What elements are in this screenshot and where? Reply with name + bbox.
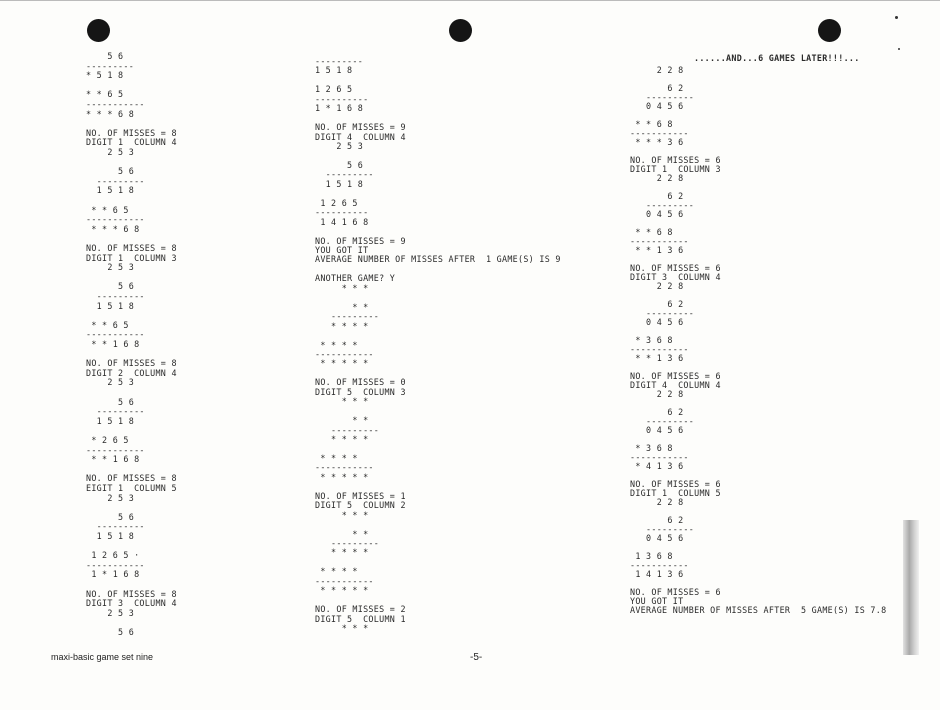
binder-hole-right <box>818 19 841 42</box>
printout-line: --------- <box>86 291 145 301</box>
printout-line: DIGIT 3 COLUMN 4 <box>86 598 177 609</box>
printout-line: 5 6 <box>86 166 135 177</box>
printout-line: * * * * <box>315 566 358 577</box>
printout-line: 5 6 <box>86 396 135 407</box>
printout-line: --------- <box>315 311 380 322</box>
printout-line: NO. OF MISSES = 8 <box>86 358 177 369</box>
printout-line: 1 5 1 8 <box>86 300 135 311</box>
printout-line: 0 4 5 6 <box>630 209 684 219</box>
printout-line: DIGIT 5 COLUMN 3 <box>315 386 406 397</box>
printout-line: * * * <box>315 282 369 293</box>
page-edge-shadow <box>903 520 919 655</box>
printout-line: * * * 6 8 <box>86 223 140 234</box>
printout-line: DIGIT 5 COLUMN 2 <box>315 500 406 511</box>
printout-line: 1 5 1 8 <box>86 415 135 426</box>
printout-line: DIGIT 3 COLUMN 4 <box>630 272 721 282</box>
printout-line: * * * * * <box>315 471 369 482</box>
printout-line: * * * <box>315 396 369 407</box>
printout-line: 2 5 3 <box>86 147 135 157</box>
ink-speck <box>898 48 900 50</box>
page-number: -5- <box>470 652 483 663</box>
printout-line: 2 5 3 <box>86 377 135 388</box>
printout-line: * 4 1 3 6 <box>630 461 684 471</box>
printout-line: * 3 6 8 <box>630 443 673 453</box>
printout-line: ----------- <box>315 575 374 586</box>
printout-line: ----------- <box>630 236 689 246</box>
page-top-edge <box>0 0 940 1</box>
footer-title: maxi-basic game set nine <box>51 652 154 662</box>
printout-line: ----------- <box>630 344 689 354</box>
printout-line: * 2 6 5 <box>86 435 129 445</box>
printout-line: 1 5 1 8 <box>86 531 135 541</box>
printout-line: * * <box>315 301 369 312</box>
printout-line: * 5 1 8 <box>86 70 124 81</box>
printout-line: * * 6 5 <box>86 319 129 330</box>
printout-line: DIGIT 4 COLUMN 4 <box>630 380 721 390</box>
printout-line: 1 5 1 8 <box>86 185 135 196</box>
printout-line: NO. OF MISSES = 8 <box>86 473 177 484</box>
printout-line: * 3 6 8 <box>630 335 673 345</box>
printout-line: NO. OF MISSES = 8 <box>86 243 177 253</box>
printout-line: ----------- <box>86 329 145 340</box>
printout-line: NO. OF MISSES = 9 <box>315 122 406 133</box>
printout-line: DIGIT 1 COLUMN 3 <box>630 164 721 174</box>
printout-line: * * * * <box>315 434 369 444</box>
printout-line: ---------- <box>315 207 369 218</box>
printout-line: 6 2 <box>630 191 684 201</box>
printout-line: NO. OF MISSES = 6 <box>630 587 721 597</box>
printout-line: --------- <box>630 524 695 534</box>
printout-line: 6 2 <box>630 83 684 93</box>
printout-line: 2 2 8 <box>630 65 684 75</box>
printout-line: 6 2 <box>630 515 684 525</box>
printout-line: * * 1 3 6 <box>630 245 684 255</box>
printout-line: NO. OF MISSES = 8 <box>86 127 177 138</box>
printout-line: --------- <box>630 308 695 318</box>
printout-line: AVERAGE NUMBER OF MISSES AFTER 1 GAME(S) IS 9 <box>315 254 561 265</box>
printout-line: NO. OF MISSES = 1 <box>315 490 406 501</box>
printout-line: 1 2 6 5 <box>315 84 353 95</box>
printout-line: 0 4 5 6 <box>630 101 684 111</box>
printout-line: 2 5 3 <box>86 262 135 273</box>
printout-line: 5 6 <box>86 511 135 522</box>
printout-line: 2 2 8 <box>630 389 684 399</box>
printout-line: 0 4 5 6 <box>630 533 684 543</box>
printout-line: * * <box>315 415 369 426</box>
printout-line: 6 2 <box>630 299 684 309</box>
printout-line: 5 6 <box>86 281 135 292</box>
printout-line: 1 5 1 8 <box>315 65 353 76</box>
printout-line: 2 5 3 <box>315 141 364 152</box>
printout-line: 1 2 6 5 <box>315 197 358 208</box>
printout-line: --------- <box>315 537 380 548</box>
printout-line: 6 2 <box>630 407 684 417</box>
printout-line: 1 * 1 6 8 <box>86 569 140 580</box>
printout-line: YOU GOT IT <box>315 245 369 255</box>
printout-line: * * * * <box>315 339 358 350</box>
printout-line: --------- <box>315 424 380 435</box>
printout-line: --------- <box>630 200 695 210</box>
ink-speck <box>895 16 898 19</box>
printout-line: DIGIT 1 COLUMN 3 <box>86 252 177 263</box>
printout-line: 5 6 <box>315 159 364 170</box>
printout-line: * * * * <box>315 452 358 463</box>
printout-line: EIGIT 1 COLUMN 5 <box>86 483 177 493</box>
printout-line: * * * * * <box>315 585 369 596</box>
printout-line: ANOTHER GAME? Y <box>315 273 396 284</box>
printout-line: * * * 6 8 <box>86 108 135 119</box>
printout-line: ----------- <box>315 462 374 473</box>
printout-line: * * 6 5 <box>86 89 124 100</box>
printout-line: 5 6 <box>86 627 135 637</box>
printout-line: 1 5 1 8 <box>315 178 364 189</box>
printout-line: --------- <box>86 175 145 186</box>
printout-line: DIGIT 4 COLUMN 4 <box>315 131 406 142</box>
printout-line: ----------- <box>630 452 689 462</box>
printout-line: 2 5 3 <box>86 492 135 503</box>
later-games-header: ......AND...6 GAMES LATER!!!... <box>694 53 860 63</box>
binder-hole-left <box>87 19 110 42</box>
printout-line: * * 6 8 <box>630 119 673 129</box>
printout-line: DIGIT 2 COLUMN 4 <box>86 367 177 378</box>
printout-line: ----------- <box>630 128 689 138</box>
printout-line: * * * 3 6 <box>630 137 684 147</box>
printout-line: 2 2 8 <box>630 497 684 507</box>
printout-line: DIGIT 5 COLUMN 1 <box>315 613 406 624</box>
printout-line: * * 1 6 8 <box>86 339 140 349</box>
printout-line: ----------- <box>86 214 145 225</box>
printout-line: ----------- <box>630 560 689 570</box>
printout-line: * * 1 6 8 <box>86 454 140 465</box>
printout-line: --------- <box>86 406 145 417</box>
printout-line: 5 6 <box>86 51 124 61</box>
printout-line: DIGIT 1 COLUMN 5 <box>630 488 721 498</box>
printout-line: * * <box>315 528 369 539</box>
printout-line: 2 2 8 <box>630 173 684 183</box>
printout-line: 0 4 5 6 <box>630 425 684 435</box>
printout-line: 0 4 5 6 <box>630 317 684 327</box>
printout-line: * * * * <box>315 320 369 331</box>
printout-line: --------- <box>630 92 695 102</box>
printout-line: ----------- <box>86 444 145 455</box>
printout-line: ---------- <box>315 93 369 104</box>
printout-line: NO. OF MISSES = 6 <box>630 263 721 273</box>
printout-line: AVERAGE NUMBER OF MISSES AFTER 5 GAME(S) IS 7.8 <box>630 605 887 615</box>
printout-line: * * 6 5 <box>86 204 129 215</box>
printout-line: 2 2 8 <box>630 281 684 291</box>
printout-line: * * 6 8 <box>630 227 673 237</box>
printout-line: 1 4 1 3 6 <box>630 569 684 579</box>
printout-line: NO. OF MISSES = 6 <box>630 479 721 489</box>
printout-line: * * * * <box>315 547 369 558</box>
printout-line: YOU GOT IT <box>630 596 684 606</box>
printout-line: NO. OF MISSES = 2 <box>315 604 406 615</box>
printout-line: 1 4 1 6 8 <box>315 216 369 227</box>
printout-line: ----------- <box>315 348 374 359</box>
printout-line: DIGIT 1 COLUMN 4 <box>86 137 177 148</box>
printout-line: --------- <box>315 169 374 180</box>
printout-line: --------- <box>86 60 135 71</box>
printout-line: * * * <box>315 509 369 520</box>
printout-line: 1 2 6 5 · <box>86 550 140 561</box>
printout-line: * * * <box>315 623 369 633</box>
printout-line: --------- <box>86 521 145 532</box>
printout-line: 1 3 6 8 <box>630 551 673 561</box>
printout-line: NO. OF MISSES = 0 <box>315 377 406 388</box>
binder-hole-middle <box>449 19 472 42</box>
printout-line: NO. OF MISSES = 9 <box>315 235 406 246</box>
printout-line: 1 * 1 6 8 <box>315 103 364 114</box>
printout-line: 2 5 3 <box>86 607 135 618</box>
printout-line: --------- <box>630 416 695 426</box>
printout-line: ----------- <box>86 559 145 570</box>
printout-line: NO. OF MISSES = 8 <box>86 588 177 599</box>
printout-line: * * * * * <box>315 358 369 369</box>
printout-line: * * 1 3 6 <box>630 353 684 363</box>
printout-line: NO. OF MISSES = 6 <box>630 155 721 165</box>
printout-line: NO. OF MISSES = 6 <box>630 371 721 381</box>
printout-line: --------- <box>315 56 364 66</box>
printout-line: ----------- <box>86 99 145 109</box>
